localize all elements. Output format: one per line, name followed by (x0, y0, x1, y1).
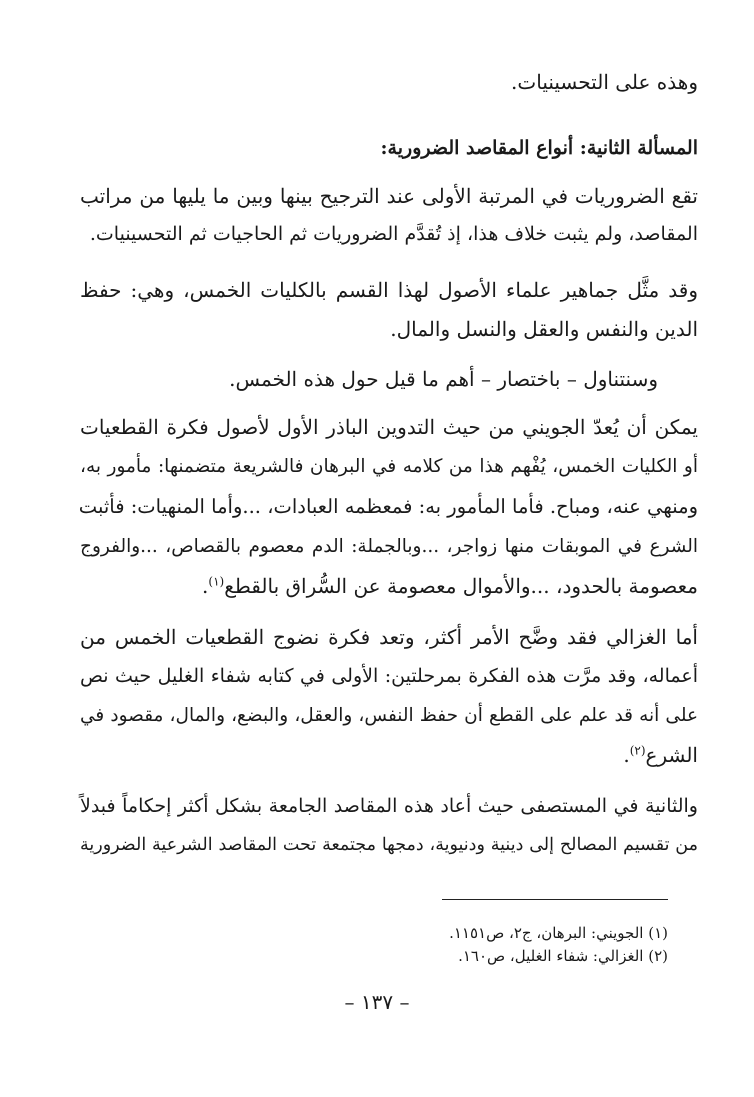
paragraph-line: وقد مثَّل جماهير علماء الأصول لهذا القسم بالكليات الخمس، وهي: حفظ (80, 278, 698, 302)
paragraph-line: تقع الضروريات في المرتبة الأولى عند الترجيح بينها وبين ما يليها من مراتب (80, 184, 698, 208)
paragraph-line: أما الغزالي فقد وضَّح الأمر أكثر، وتعد فكرة نضوج القطعيات الخمس من (80, 625, 698, 649)
section-heading: المسألة الثانية: أنواع المقاصد الضرورية: (380, 137, 698, 159)
sentence-end: . (202, 574, 209, 598)
paragraph-line: ومنهي عنه، ومباح. فأما المأمور به: فمعظمه العبادات، ...وأما المنهيات: فأثبت (78, 495, 698, 518)
intro-line: وهذه على التحسينيات. (511, 70, 698, 94)
paragraph-line: يمكن أن يُعدّ الجويني من حيث التدوين الباذر الأول لأصول فكرة القطعيات (80, 415, 698, 439)
paragraph-line: أعماله، وقد مرَّت هذه الفكرة بمرحلتين: الأولى في كتابه شفاء الغليل حيث نص (80, 665, 698, 687)
paragraph-line: من تقسيم المصالح إلى دينية ودنيوية، دمجها مجتمعة تحت المقاصد الشرعية الضرورية (80, 835, 698, 855)
footnote: (٢) الغزالي: شفاء الغليل، ص١٦٠. (458, 947, 668, 965)
paragraph-line: المقاصد، ولم يثبت خلاف هذا، إذ تُقدَّم الضروريات ثم الحاجيات ثم التحسينيات. (89, 223, 698, 245)
paragraph-line-with-note (80, 571, 698, 601)
paragraph-line: على أنه قد علم على القطع أن حفظ النفس، والعقل، والبضع، والمال، مقصود في (80, 705, 698, 726)
footnote: (١) الجويني: البرهان، ج٢، ص١١٥١. (449, 924, 668, 942)
paragraph-line: الدين والنفس والعقل والنسل والمال. (390, 317, 698, 341)
paragraph-text: معصومة بالحدود، ...والأموال معصومة عن السُّراق بالقطع (224, 574, 698, 598)
footnote-reference: (٢) (629, 743, 646, 758)
paragraph-line: أو الكليات الخمس، يُفْهم هذا من كلامه في البرهان فالشريعة متضمنها: مأمور به، (80, 456, 698, 477)
sentence-end: . (623, 743, 630, 767)
footnote-reference: (١) (208, 574, 225, 589)
paragraph-line: والثانية في المستصفى حيث أعاد هذه المقاصد الجامعة بشكل أكثر إحكاماً فبدلاً (80, 795, 698, 817)
paragraph-line: وسنتناول – باختصار – أهم ما قيل حول هذه الخمس. (229, 367, 658, 391)
footnote-separator (442, 899, 668, 900)
page-number: – ١٣٧ – (344, 990, 410, 1014)
paragraph-text: الشرع (645, 743, 698, 767)
paragraph-line: الشرع في الموبقات منها زواجر، ...وبالجملة: الدم معصوم بالقصاص، ...والفروج (80, 536, 698, 557)
paragraph-line-with-note (80, 740, 698, 770)
